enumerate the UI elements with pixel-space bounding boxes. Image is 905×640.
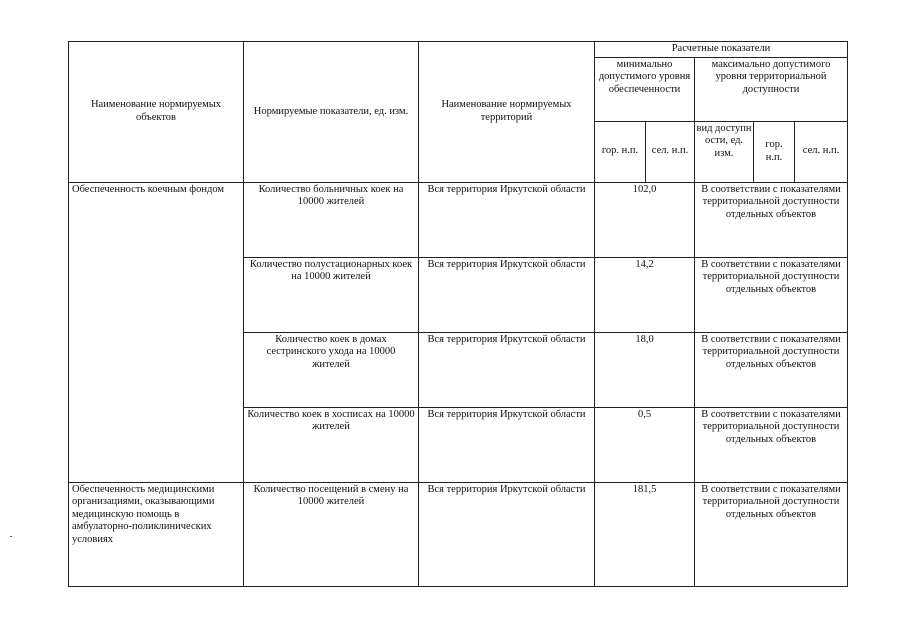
header-row-1 [69,42,848,58]
header-min-sel: сел. н.п. [646,121,695,182]
scan-speck [10,536,12,537]
header-max-gor: гор. н.п. [754,121,795,182]
min-value-cell: 181,5 [595,482,695,586]
max-text-cell: В соответствии с показателями территориальной доступности отдельных объектов [695,332,848,407]
min-value-cell: 18,0 [595,332,695,407]
header-calc-group: Расчетные показатели [595,42,848,58]
header-indicators: Нормируемые показатели, ед. изм. [244,42,419,183]
header-max-sel: сел. н.п. [795,121,848,182]
object-cell: Обеспеченность коечным фондом [69,182,244,482]
min-value-cell: 14,2 [595,257,695,332]
indicator-cell: Количество коек в хосписах на 10000 жителей [244,407,419,482]
territory-cell: Вся территория Иркутской области [419,407,595,482]
object-cell: Обеспеченность медицинскими организациями, оказывающими медицинскую помощь в амбулаторно-поликлинических условиях [69,482,244,586]
table-row [69,482,848,586]
indicator-cell: Количество полустационарных коек на 10000 жителей [244,257,419,332]
max-text-cell: В соответствии с показателями территориальной доступности отдельных объектов [695,182,848,257]
indicator-cell: Количество коек в домах сестринского ухода на 10000 жителей [244,332,419,407]
min-value-cell: 102,0 [595,182,695,257]
norms-table [68,41,848,587]
table-row [69,182,848,257]
max-text-cell: В соответствии с показателями территориальной доступности отдельных объектов [695,407,848,482]
territory-cell: Вся территория Иркутской области [419,257,595,332]
header-max-vid: вид доступн ости, ед. изм. [695,121,754,182]
header-min-gor: гор. н.п. [595,121,646,182]
indicator-cell: Количество посещений в смену на 10000 жителей [244,482,419,586]
max-text-cell: В соответствии с показателями территориальной доступности отдельных объектов [695,257,848,332]
territory-cell: Вся территория Иркутской области [419,182,595,257]
max-text-cell: В соответствии с показателями территориальной доступности отдельных объектов [695,482,848,586]
territory-cell: Вся территория Иркутской области [419,482,595,586]
min-value-cell: 0,5 [595,407,695,482]
header-min-group: минимально допустимого уровня обеспеченности [595,57,695,121]
header-territories: Наименование нормируемых территорий [419,42,595,183]
header-max-group: максимально допустимого уровня территориальной доступности [695,57,848,121]
header-objects: Наименование нормируемых объектов [69,42,244,183]
indicator-cell: Количество больничных коек на 10000 жителей [244,182,419,257]
territory-cell: Вся территория Иркутской области [419,332,595,407]
